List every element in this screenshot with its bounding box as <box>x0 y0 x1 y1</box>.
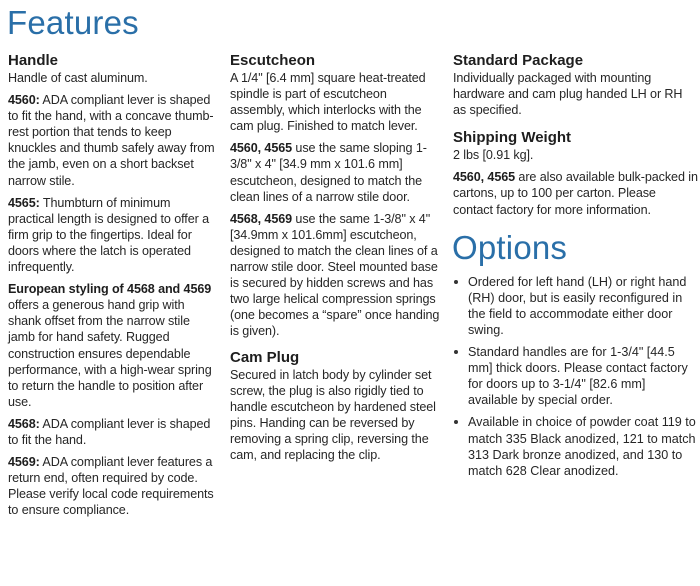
escutcheon-heading: Escutcheon <box>230 52 316 69</box>
bullet-icon <box>454 420 458 424</box>
handle-heading: Handle <box>8 52 59 69</box>
options-title: Options <box>452 228 568 266</box>
standard-package-text: Individually packaged with mounting hardware and cam plug handed LH or RH as specified. <box>453 71 683 118</box>
escutcheon-4568-paragraph: 4568, 4569 use the same 1-3/8" x 4" [34.9mm x 101.6mm] escutcheon, designed to match the clean lines of a narrow stile door. Steel mounted base is secured by hidden screws and has two large helical compression springs (one becomes a “spare” once handing is given). <box>230 211 440 339</box>
shipping-weight-heading: Shipping Weight <box>453 129 572 147</box>
features-title: Features <box>7 4 139 41</box>
handle-european-paragraph: European styling of 4568 and 4569 offers a generous hand grip with shank offset from the narrow stile jamb for hand safety. Rugged construction ensures dependable performance, with a high-wear spring to return the handle to position after use. <box>8 282 212 409</box>
column-escutcheon <box>230 0 442 463</box>
list-item: Available in choice of powder coat 119 to match 335 Black anodized, 121 to match 313 Dark bronze anodized, and 130 to match 628 Clear anodized. <box>453 414 698 478</box>
bullet-icon <box>454 350 458 354</box>
list-item: Standard handles are for 1-3/4" [44.5 mm] thick doors. Please contact factory for doors up to 3-1/4" [82.6 mm] available by special order. <box>453 344 698 408</box>
handle-4569-paragraph: 4569: ADA compliant lever features a return end, often required by code. Please verify local code requirements to ensure compliance. <box>8 455 214 518</box>
handle-4560-paragraph: 4560: ADA compliant lever is shaped to fit the hand, with a concave thumb-rest portion that tends to keep knuckles and thumb safely away from the jamb, even on a short backset narrow stile. <box>8 93 215 188</box>
bulk-pack-paragraph: 4560, 4565 are also available bulk-packed in cartons, up to 100 per carton. Please contact factory for more information. <box>453 170 698 217</box>
column-handle <box>8 0 218 518</box>
list-item: Ordered for left hand (LH) or right hand (RH) door, but is easily reconfigured in the field to accommodate either door swing. <box>453 274 698 338</box>
handle-intro: Handle of cast aluminum. <box>8 71 148 85</box>
standard-package-heading: Standard Package <box>453 52 584 69</box>
bullet-icon <box>454 280 458 284</box>
cam-plug-text: Secured in latch body by cylinder set screw, the plug is also rigidly tied to handle escutcheon by hardened steel pins. Handing can be reversed by removing a spring clip, reversing the cam, and replacing the clip. <box>230 367 436 462</box>
handle-4568-paragraph: 4568: ADA compliant lever is shaped to fit the hand. <box>8 416 211 447</box>
column-package-options <box>453 0 698 485</box>
cam-plug-heading: Cam Plug <box>230 348 300 366</box>
escutcheon-4560-paragraph: 4560, 4565 use the same sloping 1-3/8" x 4" [34.9 mm x 101.6 mm] escutcheon, designed to match the clean lines of a narrow stile door. <box>230 141 427 204</box>
shipping-weight-text: 2 lbs [0.91 kg]. <box>453 148 534 163</box>
options-list <box>453 274 698 479</box>
escutcheon-intro: A 1/4" [6.4 mm] square heat-treated spindle is part of escutcheon assembly, which interlocks with the cam plug. Finished to match lever. <box>230 71 426 134</box>
handle-4565-paragraph: 4565: Thumbturn of minimum practical length is designed to offer a firm grip to the fingertips. Ideal for doors where the latch is operated infrequently. <box>8 195 209 275</box>
